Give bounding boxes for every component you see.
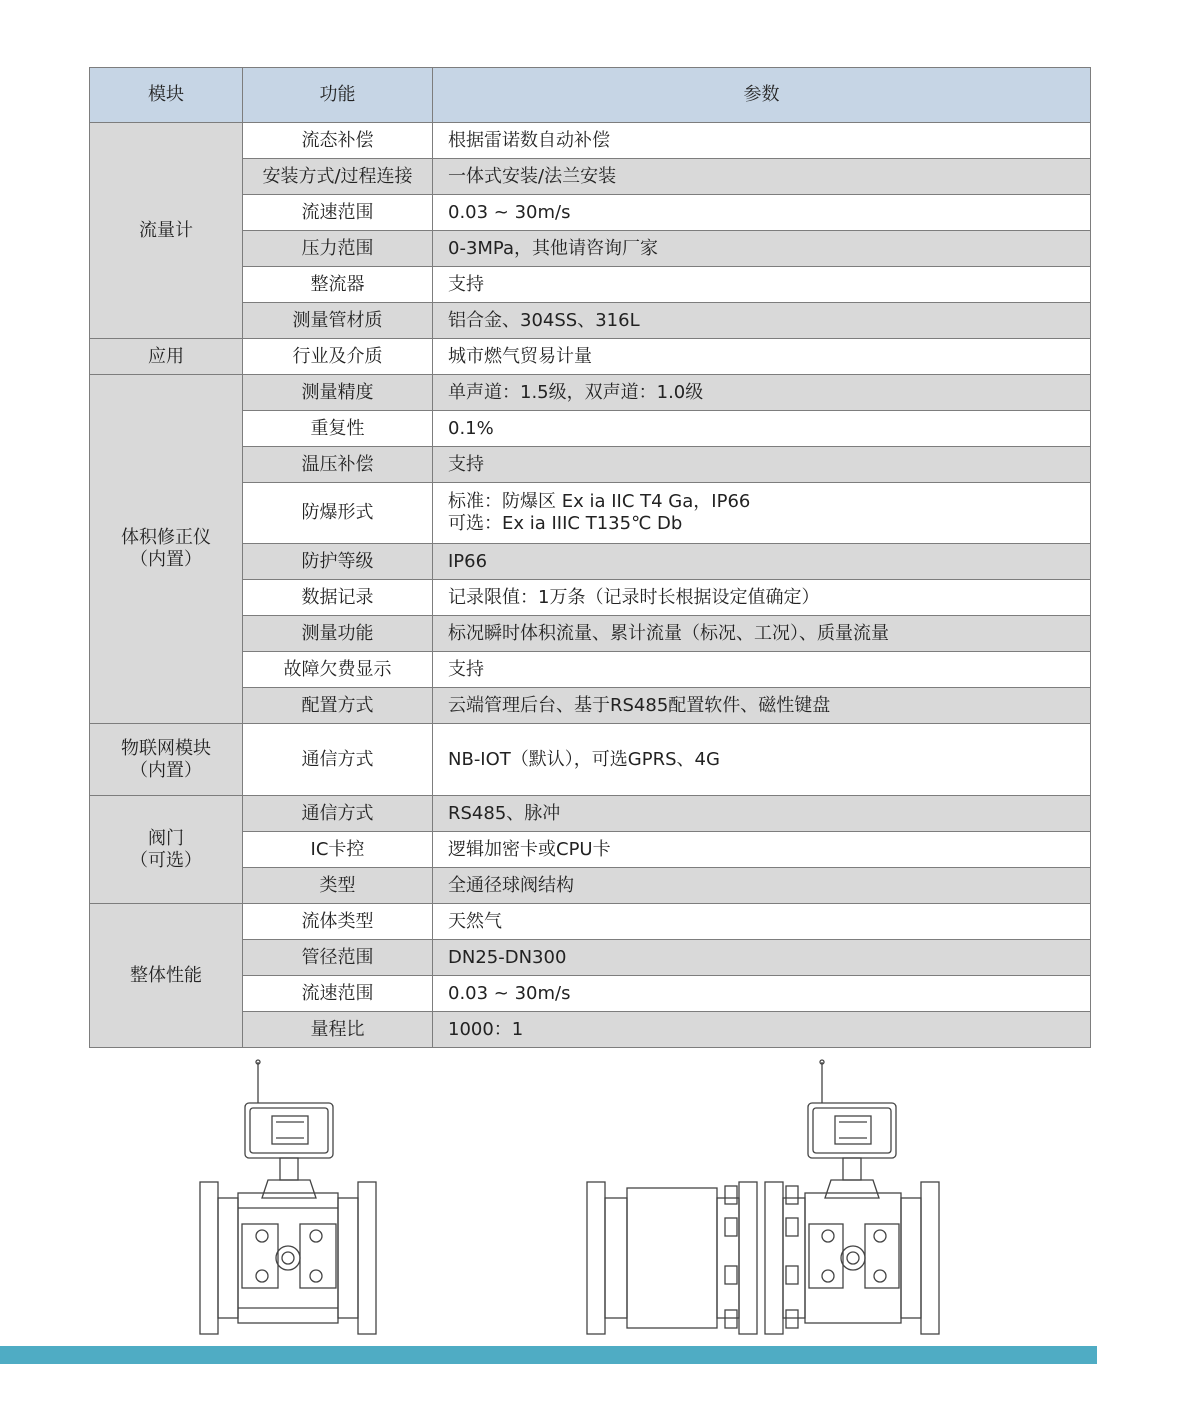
- param-cell: [433, 652, 1091, 688]
- table-row: [90, 904, 1091, 940]
- param-cell: [433, 303, 1091, 339]
- param-cell: [433, 195, 1091, 231]
- table-header-row: [90, 68, 1091, 123]
- header-param: 参数: [433, 68, 1091, 123]
- module-label: 阀门: [148, 827, 184, 849]
- param-cell: [433, 159, 1091, 195]
- param-cell: [433, 1012, 1091, 1048]
- param-line: 1000：1: [448, 1018, 524, 1040]
- param-cell: [433, 580, 1091, 616]
- param-line: IP66: [448, 550, 488, 572]
- table-row: [90, 375, 1091, 411]
- function-cell: 防爆形式: [243, 483, 433, 544]
- module-label: 体积修正仪: [121, 527, 211, 548]
- param-line: 标况瞬时体积流量、累计流量（标况、工况）、质量流量: [448, 622, 889, 644]
- param-line: 支持: [448, 273, 484, 295]
- table-row: [90, 796, 1091, 832]
- meter-drawing-side-icon: [587, 1060, 939, 1334]
- param-line: 一体式安装/法兰安装: [448, 165, 617, 187]
- param-cell: [433, 868, 1091, 904]
- param-line: 0-3MPa，其他请咨询厂家: [448, 237, 659, 259]
- param-line: 0.1%: [448, 417, 494, 439]
- param-cell: [433, 544, 1091, 580]
- function-cell: 防护等级: [243, 544, 433, 580]
- param-line: 逻辑加密卡或CPU卡: [448, 838, 611, 860]
- module-cell: [90, 904, 243, 1048]
- param-cell: [433, 267, 1091, 303]
- function-cell: 压力范围: [243, 231, 433, 267]
- param-line: NB-IOT（默认），可选GPRS、4G: [448, 748, 720, 770]
- function-cell: 流态补偿: [243, 123, 433, 159]
- module-label: 流量计: [139, 219, 193, 241]
- param-cell: [433, 796, 1091, 832]
- function-cell: 整流器: [243, 267, 433, 303]
- param-line: 单声道：1.5级，双声道：1.0级: [448, 381, 704, 403]
- function-cell: 温压补偿: [243, 447, 433, 483]
- param-cell: [433, 688, 1091, 724]
- module-label: （可选）: [130, 849, 202, 871]
- param-line: 0.03 ~ 30m/s: [448, 201, 571, 223]
- param-line: DN25-DN300: [448, 946, 567, 968]
- param-line: 全通径球阀结构: [448, 874, 574, 896]
- param-line: 云端管理后台、基于RS485配置软件、磁性键盘: [448, 694, 831, 716]
- function-cell: 流速范围: [243, 976, 433, 1012]
- param-line: 可选：Ex ia IIIC T135℃ Db: [448, 513, 683, 534]
- param-cell: [433, 724, 1091, 796]
- module-cell: [90, 375, 243, 724]
- param-line: 支持: [448, 453, 484, 475]
- param-cell: [433, 123, 1091, 159]
- header-module: 模块: [90, 68, 243, 123]
- param-cell: [433, 904, 1091, 940]
- meter-drawings: [0, 1058, 1181, 1343]
- module-label: 物联网模块: [121, 737, 211, 759]
- param-cell: [433, 411, 1091, 447]
- param-line: 记录限值：1万条（记录时长根据设定值确定）: [448, 586, 820, 608]
- function-cell: 流速范围: [243, 195, 433, 231]
- function-cell: 数据记录: [243, 580, 433, 616]
- param-line: 0.03 ~ 30m/s: [448, 982, 571, 1004]
- param-cell: [433, 976, 1091, 1012]
- param-cell: [433, 832, 1091, 868]
- param-cell: [433, 375, 1091, 411]
- function-cell: 类型: [243, 868, 433, 904]
- param-line: 城市燃气贸易计量: [448, 345, 592, 367]
- module-label: （内置）: [130, 759, 202, 781]
- function-cell: 管径范围: [243, 940, 433, 976]
- spec-table: [89, 67, 1091, 1048]
- param-line: 铝合金、304SS、316L: [448, 309, 640, 331]
- param-cell: [433, 616, 1091, 652]
- function-cell: 故障欠费显示: [243, 652, 433, 688]
- param-cell: [433, 339, 1091, 375]
- bottom-accent-bar: [0, 1346, 1097, 1364]
- param-line: 标准：防爆区 Ex ia IIC T4 Ga，IP66: [448, 491, 751, 512]
- module-label: （内置）: [130, 549, 202, 570]
- function-cell: 量程比: [243, 1012, 433, 1048]
- module-cell: [90, 796, 243, 904]
- function-cell: 测量功能: [243, 616, 433, 652]
- module-cell: [90, 724, 243, 796]
- param-line: 根据雷诺数自动补偿: [448, 129, 610, 151]
- function-cell: 通信方式: [243, 724, 433, 796]
- param-cell: [433, 483, 1091, 544]
- function-cell: 行业及介质: [243, 339, 433, 375]
- header-function: 功能: [243, 68, 433, 123]
- param-cell: [433, 231, 1091, 267]
- param-line: RS485、脉冲: [448, 802, 561, 824]
- module-label: 应用: [148, 345, 184, 367]
- table-row: [90, 339, 1091, 375]
- table-row: [90, 724, 1091, 796]
- table-body: [90, 123, 1091, 1048]
- param-line: 天然气: [448, 910, 502, 932]
- meter-drawing-front-icon: [200, 1060, 376, 1334]
- module-cell: [90, 339, 243, 375]
- function-cell: 重复性: [243, 411, 433, 447]
- function-cell: 测量精度: [243, 375, 433, 411]
- param-cell: [433, 447, 1091, 483]
- function-cell: 通信方式: [243, 796, 433, 832]
- param-cell: [433, 940, 1091, 976]
- param-line: 支持: [448, 658, 484, 680]
- function-cell: 测量管材质: [243, 303, 433, 339]
- module-cell: [90, 123, 243, 339]
- function-cell: IC卡控: [243, 832, 433, 868]
- function-cell: 流体类型: [243, 904, 433, 940]
- function-cell: 配置方式: [243, 688, 433, 724]
- module-label: 整体性能: [130, 964, 202, 986]
- function-cell: 安装方式/过程连接: [243, 159, 433, 195]
- table-row: [90, 123, 1091, 159]
